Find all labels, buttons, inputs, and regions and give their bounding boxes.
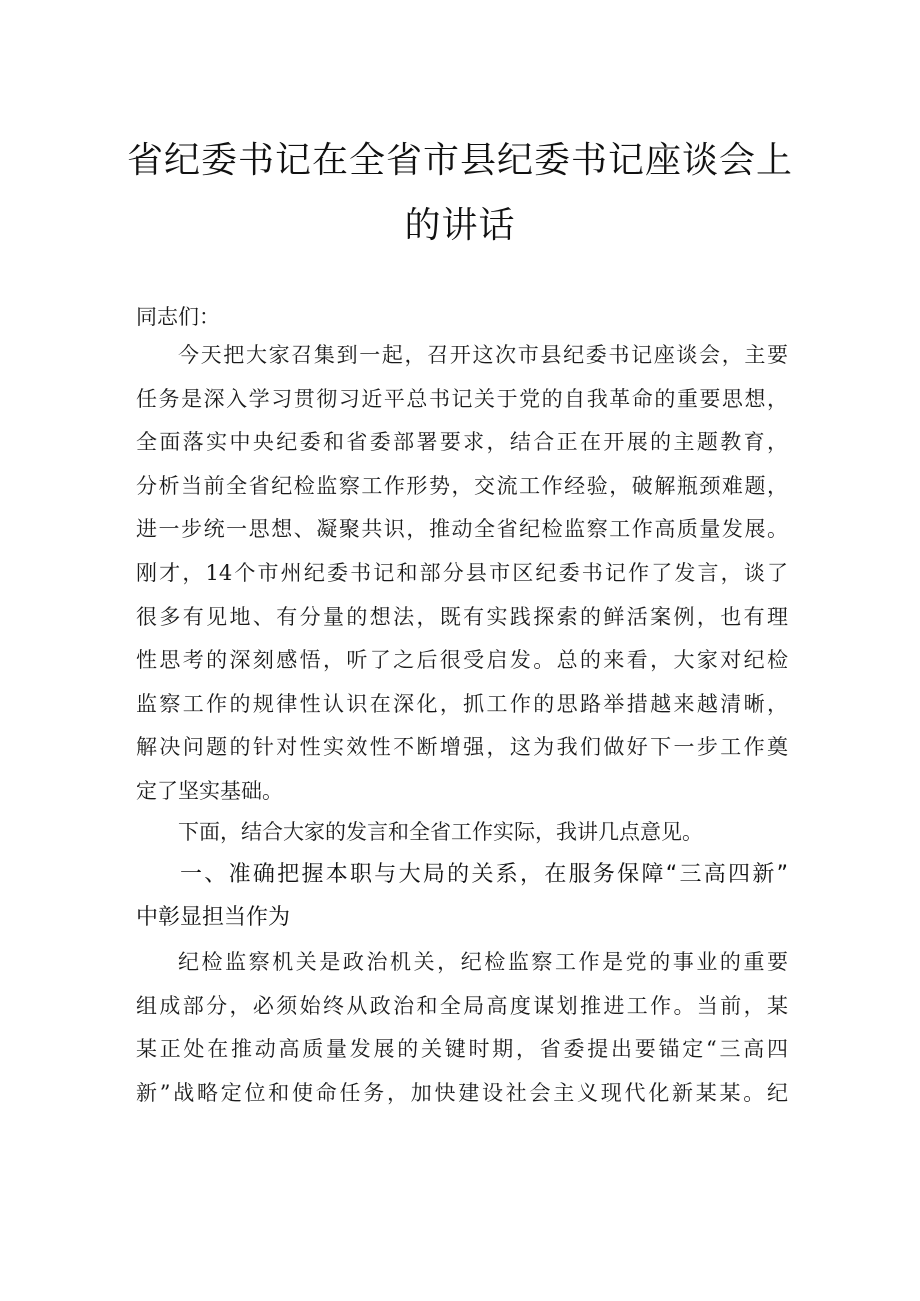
paragraph-line: 组成部分，必须始终从政治和全局高度谋划推进工作。当前，某 — [136, 993, 788, 1018]
section-heading-line: 一、准确把握本职与大局的关系，在服务保障“三高四新” — [180, 862, 788, 887]
paragraph-line: 进一步统一思想、凝聚共识，推动全省纪检监察工作高质量发展。 — [136, 517, 788, 542]
paragraph-line: 刚才，14个市州纪委书记和部分县市区纪委书记作了发言，谈了 — [136, 560, 788, 585]
paragraph-line: 解决问题的针对性实效性不断增强，这为我们做好下一步工作奠 — [136, 735, 788, 760]
paragraph-line: 新”战略定位和使命任务，加快建设社会主义现代化新某某。纪 — [136, 1080, 788, 1105]
section-heading-1 — [136, 853, 788, 939]
paragraph-line: 监察工作的规律性认识在深化，抓工作的思路举措越来越清晰， — [136, 691, 788, 716]
paragraph-line: 今天把大家召集到一起，召开这次市县纪委书记座谈会，主要 — [178, 343, 788, 367]
paragraph-line: 全面落实中央纪委和省委部署要求，结合正在开展的主题教育， — [136, 430, 788, 455]
document-title-line-1: 省纪委书记在全省市县纪委书记座谈会上 — [126, 140, 793, 181]
paragraph-line: 任务是深入学习贯彻习近平总书记关于党的自我革命的重要思想， — [136, 386, 788, 411]
paragraph-line: 很多有见地、有分量的想法，既有实践探索的鲜活案例，也有理 — [136, 604, 788, 629]
section-heading-line: 中彰显担当作为 — [136, 905, 291, 930]
greeting-text: 同志们： — [136, 305, 220, 329]
paragraph-line: 纪检监察机关是政治机关，纪检监察工作是党的事业的重要 — [178, 950, 788, 974]
paragraph-line: 定了坚实基础。 — [136, 778, 283, 803]
document-title-line-2: 的讲话 — [404, 205, 516, 246]
paragraph-line: 下面，结合大家的发言和全省工作实际，我讲几点意见。 — [178, 820, 703, 844]
paragraph-section-1 — [136, 941, 788, 1115]
paragraph-intro — [136, 334, 788, 814]
paragraph-line: 某正处在推动高质量发展的关键时期，省委提出要锚定“三高四 — [136, 1037, 788, 1062]
paragraph-line: 分析当前全省纪检监察工作形势，交流工作经验，破解瓶颈难题， — [136, 473, 788, 498]
paragraph-line: 性思考的深刻感悟，听了之后很受启发。总的来看，大家对纪检 — [136, 648, 788, 673]
paragraph-transition — [136, 811, 788, 855]
